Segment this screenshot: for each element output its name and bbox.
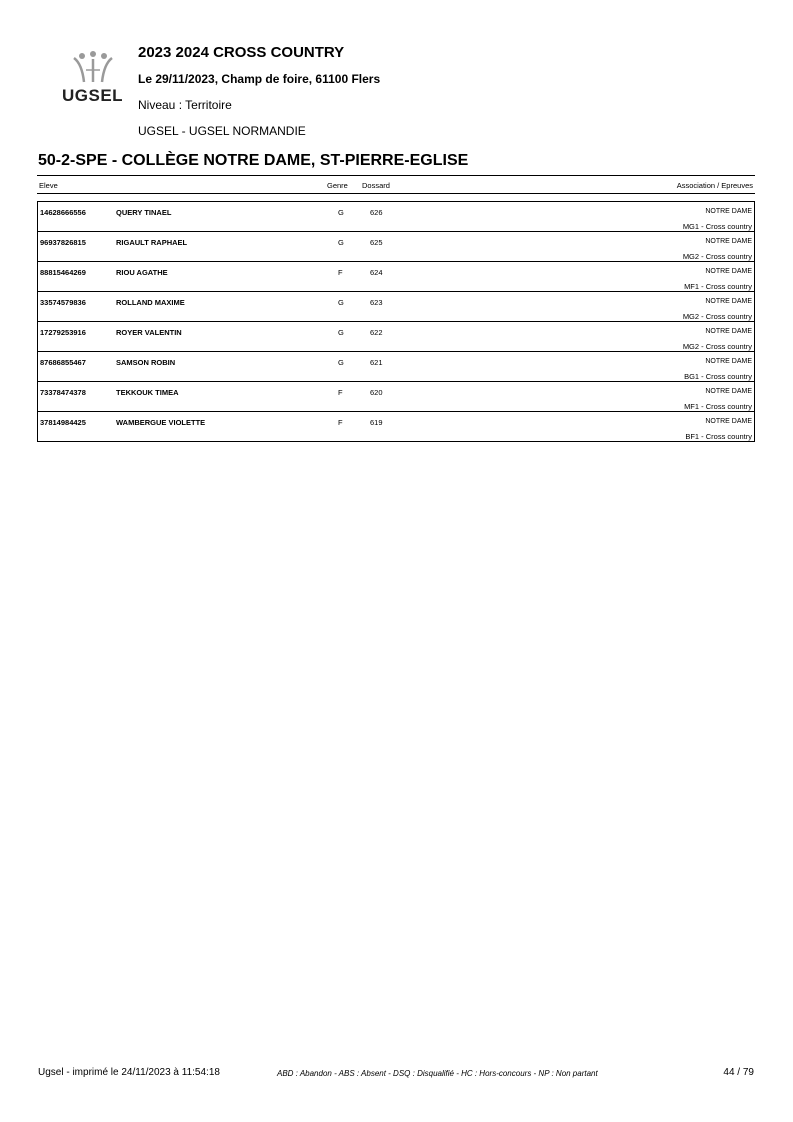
logo-text: UGSEL — [62, 86, 124, 105]
student-id: 96937826815 — [40, 238, 86, 247]
student-dossard: 626 — [370, 208, 383, 217]
student-genre: F — [338, 388, 343, 397]
student-dossard: 620 — [370, 388, 383, 397]
header-association: Association / Epreuves — [676, 181, 753, 190]
student-name: ROYER VALENTIN — [116, 328, 182, 337]
student-association: NOTRE DAME — [705, 298, 752, 305]
student-dossard: 622 — [370, 328, 383, 337]
student-id: 87686855467 — [40, 358, 86, 367]
participants-table — [37, 175, 755, 442]
student-name: RIOU AGATHE — [116, 268, 168, 277]
table-header — [37, 175, 755, 194]
student-dossard: 619 — [370, 418, 383, 427]
table-row — [38, 381, 754, 411]
table-row — [38, 201, 754, 231]
ugsel-figures-icon — [68, 50, 118, 86]
student-genre: F — [338, 418, 343, 427]
student-association: NOTRE DAME — [705, 238, 752, 245]
student-genre: G — [338, 298, 344, 307]
student-epreuve: MG1 - Cross country — [682, 222, 752, 231]
student-dossard: 624 — [370, 268, 383, 277]
student-name: QUERY TINAEL — [116, 208, 172, 217]
table-row — [38, 321, 754, 351]
student-name: RIGAULT RAPHAEL — [116, 238, 188, 247]
ugsel-logo — [62, 50, 126, 106]
student-id: 17279253916 — [40, 328, 86, 337]
student-association: NOTRE DAME — [705, 268, 752, 275]
table-row — [38, 351, 754, 381]
student-id: 88815464269 — [40, 268, 86, 277]
student-name: ROLLAND MAXIME — [116, 298, 185, 307]
student-id: 37814984425 — [40, 418, 86, 427]
header-genre: Genre — [327, 181, 348, 190]
student-id: 14628666556 — [40, 208, 86, 217]
student-dossard: 621 — [370, 358, 383, 367]
student-name: TEKKOUK TIMEA — [116, 388, 179, 397]
student-epreuve: BG1 - Cross country — [684, 372, 752, 381]
student-association: NOTRE DAME — [705, 358, 752, 365]
student-epreuve: MG2 - Cross country — [682, 342, 752, 351]
event-date-place: Le 29/11/2023, Champ de foire, 61100 Flers — [138, 72, 381, 86]
student-dossard: 625 — [370, 238, 383, 247]
student-genre: G — [338, 238, 344, 247]
student-dossard: 623 — [370, 298, 383, 307]
student-genre: G — [338, 208, 344, 217]
header-dossard: Dossard — [362, 181, 390, 190]
page-number: 44 / 79 — [723, 1067, 754, 1078]
student-association: NOTRE DAME — [705, 388, 752, 395]
student-genre: G — [338, 328, 344, 337]
student-name: SAMSON ROBIN — [116, 358, 176, 367]
student-epreuve: MF1 - Cross country — [684, 402, 752, 411]
table-row — [38, 261, 754, 291]
student-epreuve: MG2 - Cross country — [682, 252, 752, 261]
student-genre: G — [338, 358, 344, 367]
student-id: 73378474378 — [40, 388, 86, 397]
student-name: WAMBERGUE VIOLETTE — [116, 418, 206, 427]
print-timestamp: Ugsel - imprimé le 24/11/2023 à 11:54:18 — [38, 1067, 220, 1078]
school-title: 50-2-SPE - COLLÈGE NOTRE DAME, ST-PIERRE-EGLISE — [38, 152, 469, 169]
event-level: Niveau : Territoire — [138, 98, 232, 112]
abbreviation-legend: ABD : Abandon - ABS : Absent - DSQ : Disqualifié - HC : Hors-concours - NP : Non partant — [277, 1069, 598, 1078]
student-association: NOTRE DAME — [705, 328, 752, 335]
student-association: NOTRE DAME — [705, 208, 752, 215]
student-epreuve: MG2 - Cross country — [682, 312, 752, 321]
event-organization: UGSEL - UGSEL NORMANDIE — [138, 124, 306, 138]
event-title: 2023 2024 CROSS COUNTRY — [138, 44, 345, 61]
student-epreuve: MF1 - Cross country — [684, 282, 752, 291]
table-row — [38, 231, 754, 261]
student-id: 33574579836 — [40, 298, 86, 307]
table-row — [38, 411, 754, 441]
student-association: NOTRE DAME — [705, 418, 752, 425]
header-eleve: Eleve — [39, 181, 58, 190]
table-body — [37, 201, 755, 442]
student-epreuve: BF1 - Cross country — [685, 432, 752, 441]
table-row — [38, 291, 754, 321]
student-genre: F — [338, 268, 343, 277]
